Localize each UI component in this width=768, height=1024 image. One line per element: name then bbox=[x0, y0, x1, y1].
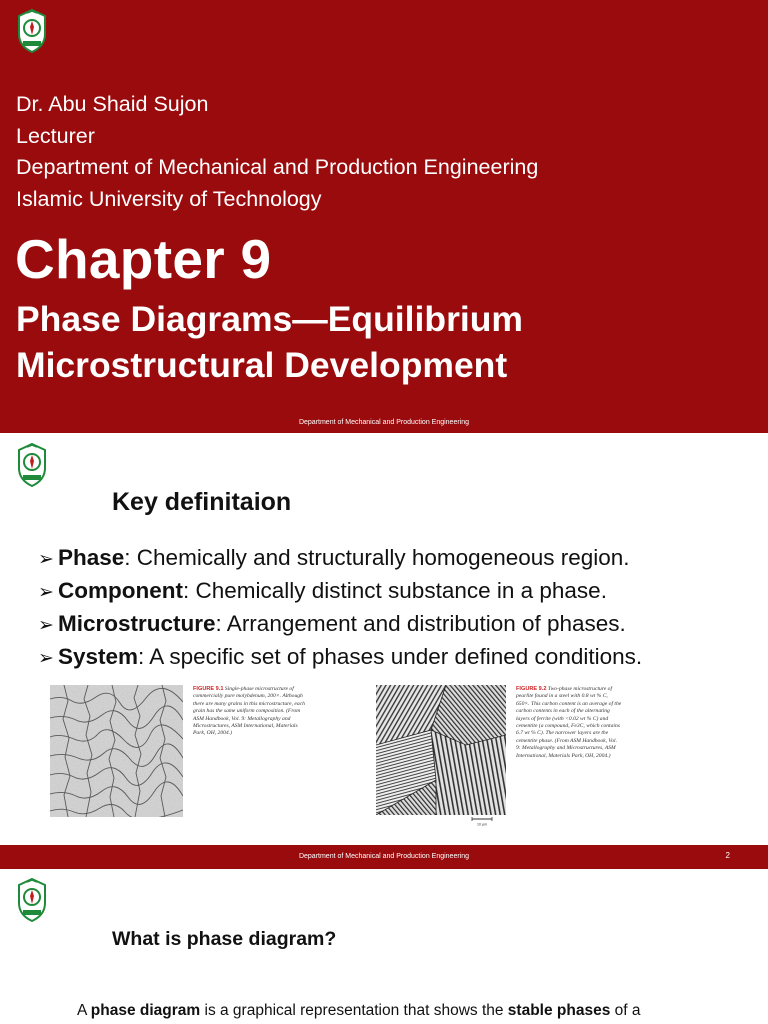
slide-footer: Department of Mechanical and Production Engineering bbox=[298, 853, 470, 860]
chapter-subtitle bbox=[16, 296, 523, 388]
university-logo-icon bbox=[16, 877, 48, 923]
figure-caption bbox=[516, 686, 622, 760]
slide-footer: Department of Mechanical and Production Engineering bbox=[298, 419, 470, 426]
paragraph-text: is a graphical representation that shows the bbox=[200, 1002, 508, 1019]
list-item bbox=[38, 575, 642, 608]
subtitle-line-1: Phase Diagrams—Equilibrium bbox=[16, 299, 524, 339]
molybdenum-micrograph-image bbox=[50, 685, 183, 817]
slide-title: What is phase diagram? bbox=[112, 928, 337, 950]
list-item bbox=[38, 608, 642, 641]
author-university: Islamic University of Technology bbox=[16, 186, 322, 211]
figure-caption-text: Two-phase microstructure of pearlite found in a steel with 0.8 wt % C, 650×. This carbon content is an average of the carbon contents in each of the alternating layers of ferrite (with <0.02 wt % C) and cementite (a compound, Fe3C, which contains 6.7 wt % C). The narrower layers are the cementite phase. (From ASM Handbook, Vol. 9: Metallography and Microstructures, ASM International, Materials Park, OH, 2004.) bbox=[516, 686, 622, 759]
arrow-bullet-icon: ➢ bbox=[38, 648, 54, 669]
definitions-slide bbox=[0, 433, 768, 869]
definition-term: Phase bbox=[58, 545, 125, 570]
arrow-bullet-icon: ➢ bbox=[38, 582, 54, 603]
pearlite-micrograph-image bbox=[376, 685, 506, 815]
definition-text: : Chemically distinct substance in a phase. bbox=[182, 578, 607, 603]
definitions-list bbox=[38, 542, 642, 674]
page-number: 2 bbox=[725, 851, 730, 860]
paragraph-bold-term: phase diagram bbox=[90, 1002, 201, 1019]
subtitle-line-2: Microstructural Development bbox=[16, 345, 508, 385]
author-name: Dr. Abu Shaid Sujon bbox=[16, 92, 209, 116]
list-item bbox=[38, 641, 642, 674]
phase-diagram-slide bbox=[0, 869, 768, 1024]
university-logo-icon bbox=[16, 8, 48, 54]
figure-caption bbox=[193, 686, 305, 738]
title-slide bbox=[0, 0, 768, 433]
definition-term: Component bbox=[58, 578, 183, 603]
scale-bar-label: 10 μm bbox=[476, 822, 488, 826]
author-block bbox=[16, 89, 538, 215]
paragraph-text: A bbox=[77, 1002, 91, 1019]
list-item bbox=[38, 542, 642, 575]
paragraph-bold-term: stable phases bbox=[507, 1002, 611, 1019]
figure-label: FIGURE 9.1 bbox=[193, 686, 224, 692]
definition-text: : Chemically and structurally homogeneous region. bbox=[124, 545, 630, 570]
scale-bar bbox=[470, 816, 494, 826]
arrow-bullet-icon: ➢ bbox=[38, 615, 54, 636]
figure-caption-text: Single-phase microstructure of commercially pure molybdenum, 200×. Although there are many grains in this microstructure, each grain has the same uniform composition. (From ASM Handbook, Vol. 9: Metallography and Microstructures, ASM International, Materials Park, OH, 2004.) bbox=[193, 686, 305, 737]
definition-text: : A specific set of phases under defined conditions. bbox=[138, 644, 643, 669]
author-position: Lecturer bbox=[16, 123, 95, 148]
figure-label: FIGURE 9.2 bbox=[516, 686, 547, 692]
definition-text: : Arrangement and distribution of phases. bbox=[215, 611, 626, 636]
author-department: Department of Mechanical and Production Engineering bbox=[16, 155, 539, 179]
university-logo-icon bbox=[16, 442, 48, 488]
definition-paragraph bbox=[77, 1000, 641, 1022]
definition-term: Microstructure bbox=[58, 611, 216, 636]
slide-title: Key definitaion bbox=[112, 488, 292, 516]
definition-term: System bbox=[58, 644, 139, 669]
chapter-title: Chapter 9 bbox=[15, 228, 272, 290]
slide-footer-bar bbox=[0, 845, 768, 869]
arrow-bullet-icon: ➢ bbox=[38, 549, 54, 570]
paragraph-text: of a bbox=[610, 1002, 641, 1019]
